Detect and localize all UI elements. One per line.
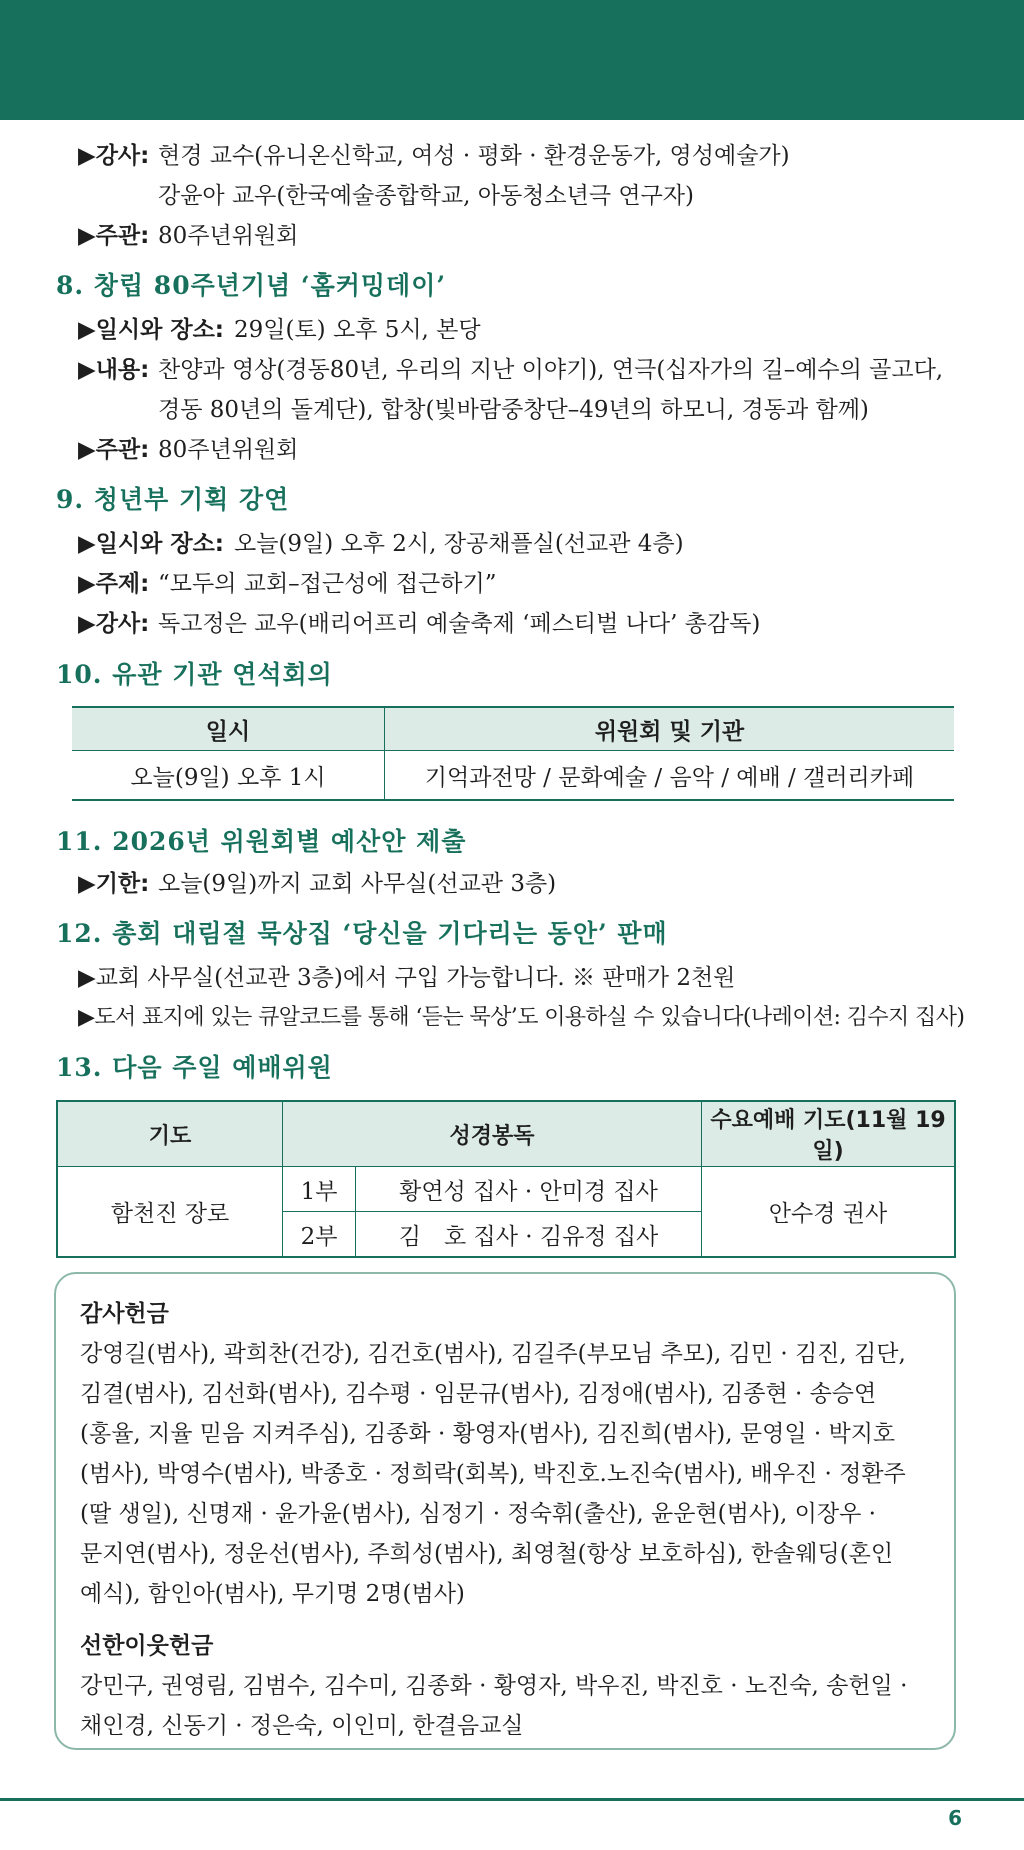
section-8-heading: 8. 창립 80주년기념 ‘홈커밍데이’	[56, 271, 447, 300]
section-12-heading: 12. 총회 대림절 묵상집 ‘당신을 기다리는 동안’ 판매	[56, 919, 668, 948]
page-number: 6	[948, 1806, 962, 1830]
thanks-line: 강영길(범사), 곽희찬(건강), 김건호(범사), 김길주(부모님 추모), 김민 · 김진, 김단,	[80, 1341, 906, 1367]
s9-time-key: ▶일시와 장소:	[78, 531, 224, 557]
neighbors-line: 채인경, 신동기 · 정은숙, 이인미, 한결음교실	[80, 1713, 524, 1739]
neighbors-line: 강민구, 권영림, 김범수, 김수미, 김종화 · 황영자, 박우진, 박진호 · 노진숙, 송헌일 ·	[80, 1673, 908, 1699]
s8-content-2: 경동 80년의 돌계단), 합창(빛바람중창단–49년의 하모니, 경동과 함께)	[158, 397, 869, 423]
section-13-heading: 13. 다음 주일 예배위원	[56, 1053, 333, 1082]
footer-rule	[0, 1798, 1024, 1801]
worship-col-reading: 성경봉독	[283, 1101, 702, 1167]
neighbors-list	[80, 1666, 936, 1746]
thanks-line: (범사), 박영수(범사), 박종호 · 정희락(회복), 박진호.노진숙(범사), 배우진 · 정환주	[80, 1461, 906, 1487]
lecturer-2: 강윤아 교우(한국예술종합학교, 아동청소년극 연구자)	[158, 183, 694, 209]
s9-lecturer-key: ▶강사:	[78, 611, 150, 637]
meeting-table	[72, 706, 954, 801]
thanks-list	[80, 1334, 936, 1614]
s8-time: 29일(토) 오후 5시, 본당	[234, 317, 481, 343]
thanks-title: 감사헌금	[80, 1301, 169, 1327]
worship-prayer: 함천진 장로	[57, 1167, 283, 1258]
s11-deadline: 오늘(9일)까지 교회 사무실(선교관 3층)	[158, 871, 557, 897]
worship-col-wed: 수요예배 기도(11월 19일)	[702, 1101, 956, 1167]
s12-line-2: ▶도서 표지에 있는 큐알코드를 통해 ‘듣는 묵상’도 이용하실 수 있습니다(나레이션: 김수지 집사)	[78, 1005, 965, 1030]
thanks-line: 문지연(범사), 정운선(범사), 주희성(범사), 최영철(항상 보호하심), 한솔웨딩(혼인	[80, 1541, 894, 1567]
s9-lecturer: 독고정은 교우(배리어프리 예술축제 ‘페스티벌 나다’ 총감독)	[158, 611, 761, 637]
neighbors-title: 선한이웃헌금	[80, 1633, 214, 1659]
meeting-col-time: 일시	[72, 707, 385, 751]
s8-host: 80주년위원회	[158, 437, 299, 463]
header-band	[0, 0, 1024, 120]
thanks-line: 김결(범사), 김선화(범사), 김수평 · 임문규(범사), 김정애(범사), 김종현 · 송승연	[80, 1381, 877, 1407]
worship-reader-2: 김 호 집사 · 김유정 집사	[356, 1212, 702, 1258]
s9-time: 오늘(9일) 오후 2시, 장공채플실(선교관 4층)	[234, 531, 684, 557]
worship-reader-1: 황연성 집사 · 안미경 집사	[356, 1167, 702, 1212]
lecture-host: 80주년위원회	[158, 223, 299, 249]
lecture-host-key: ▶주관:	[78, 223, 150, 249]
meeting-committees: 기억과전망 / 문화예술 / 음악 / 예배 / 갤러리카페	[385, 751, 955, 801]
meeting-time: 오늘(9일) 오후 1시	[72, 751, 385, 801]
s8-host-key: ▶주관:	[78, 437, 150, 463]
worship-wed: 안수경 권사	[702, 1167, 956, 1258]
worship-part-2: 2부	[283, 1212, 356, 1258]
s8-content-key: ▶내용:	[78, 357, 150, 383]
lecturer-1: 현경 교수(유니온신학교, 여성 · 평화 · 환경운동가, 영성예술가)	[158, 143, 790, 169]
s8-time-key: ▶일시와 장소:	[78, 317, 224, 343]
s8-content-1: 찬양과 영상(경동80년, 우리의 지난 이야기), 연극(십자가의 길–예수의 골고다,	[158, 357, 944, 383]
s12-line-1: ▶교회 사무실(선교관 3층)에서 구입 가능합니다. ※ 판매가 2천원	[78, 965, 736, 991]
thanks-line: (딸 생일), 신명재 · 윤가윤(범사), 심정기 · 정숙휘(출산), 윤운현(범사), 이장우 ·	[80, 1501, 876, 1527]
s9-topic: “모두의 교회–접근성에 접근하기”	[158, 571, 497, 597]
thanks-line: (홍율, 지율 믿음 지켜주심), 김종화 · 황영자(범사), 김진희(범사), 문영일 · 박지호	[80, 1421, 896, 1447]
section-10-heading: 10. 유관 기관 연석회의	[56, 660, 333, 689]
offering-box	[54, 1272, 956, 1750]
worship-col-prayer: 기도	[57, 1101, 283, 1167]
worship-part-1: 1부	[283, 1167, 356, 1212]
section-9-heading: 9. 청년부 기획 강연	[56, 485, 290, 514]
s11-deadline-key: ▶기한:	[78, 871, 150, 897]
thanks-line: 예식), 함인아(범사), 무기명 2명(범사)	[80, 1581, 465, 1607]
meeting-col-committees: 위원회 및 기관	[385, 707, 955, 751]
worship-table	[56, 1100, 956, 1258]
lecturer-key: ▶강사:	[78, 143, 150, 169]
section-11-heading: 11. 2026년 위원회별 예산안 제출	[56, 827, 467, 856]
s9-topic-key: ▶주제:	[78, 571, 150, 597]
